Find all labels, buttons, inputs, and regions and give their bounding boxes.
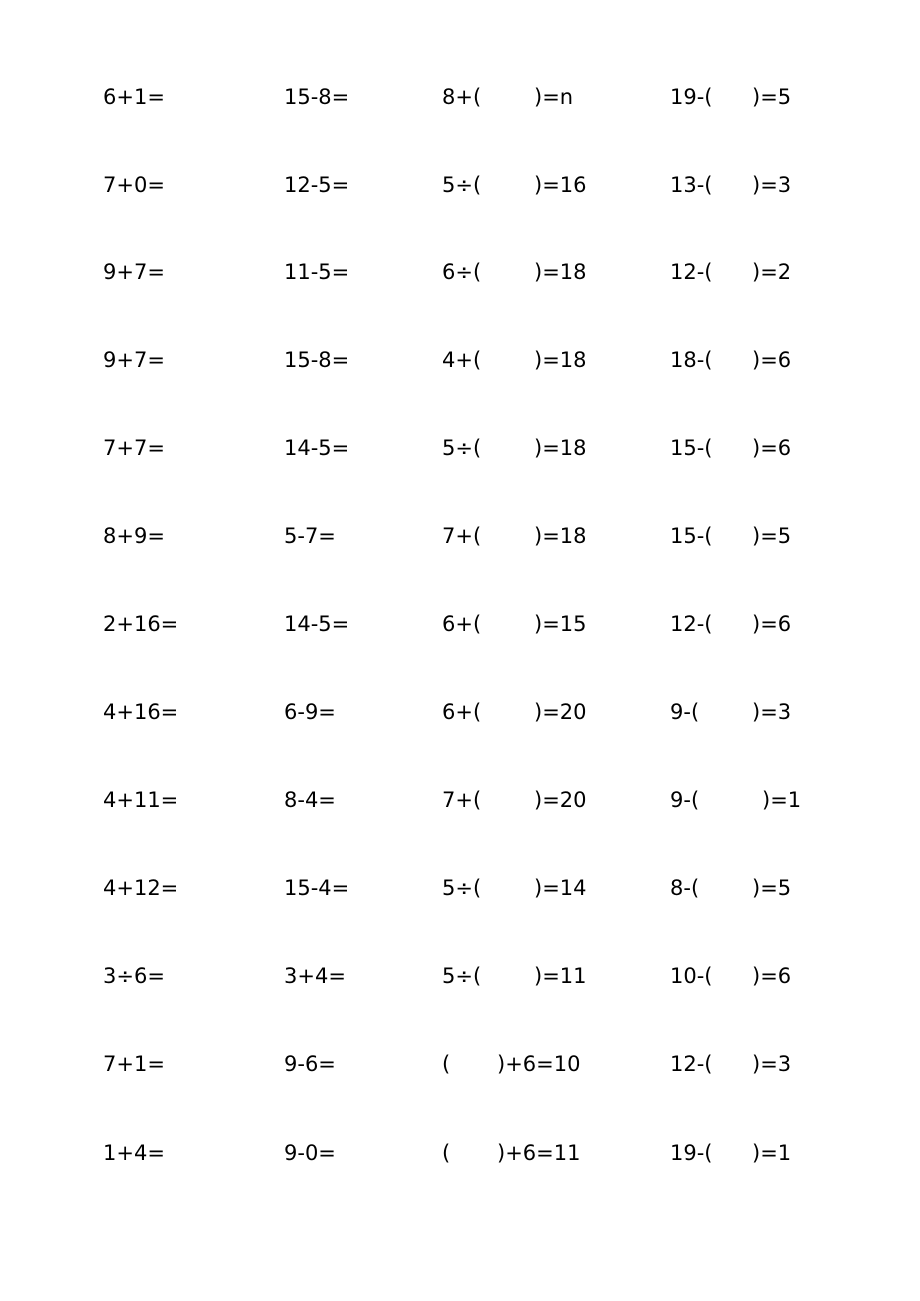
problem-col4-right: )=1	[762, 788, 802, 812]
problem-col4-right: )=5	[752, 876, 792, 900]
problem-col4	[670, 521, 792, 551]
problem-col4-left: 12-(	[670, 260, 713, 284]
problem-row	[0, 345, 920, 375]
problem-col4	[670, 345, 792, 375]
problem-col3-right: )=16	[534, 173, 587, 197]
problem-row	[0, 1138, 920, 1168]
problem-col4-right: )=3	[752, 1052, 792, 1076]
problem-col1: 7+0=	[103, 173, 165, 197]
problem-col2: 9-6=	[284, 1052, 336, 1076]
problem-col4-left: 10-(	[670, 964, 713, 988]
problem-col3-left: (	[442, 1052, 451, 1076]
problem-col3	[442, 521, 587, 551]
problem-col1: 4+12=	[103, 876, 179, 900]
problem-col4-right: )=5	[752, 85, 792, 109]
problem-row	[0, 170, 920, 200]
problem-col3-left: 5÷(	[442, 964, 482, 988]
problem-col4-left: 15-(	[670, 436, 713, 460]
problem-row	[0, 961, 920, 991]
problem-col1: 7+7=	[103, 436, 165, 460]
problem-col4-right: )=3	[752, 700, 792, 724]
problem-col3-right: )=15	[534, 612, 587, 636]
problem-col2: 11-5=	[284, 260, 350, 284]
problem-col1: 9+7=	[103, 348, 165, 372]
problem-col3	[442, 170, 587, 200]
problem-row	[0, 433, 920, 463]
problem-col4-left: 8-(	[670, 876, 700, 900]
problem-col1: 2+16=	[103, 612, 179, 636]
problem-col4-left: 12-(	[670, 1052, 713, 1076]
problem-col3	[442, 1138, 581, 1168]
problem-col3	[442, 345, 587, 375]
problem-col2: 5-7=	[284, 524, 336, 548]
problem-col3-left: 4+(	[442, 348, 482, 372]
problem-col3-right: )+6=10	[497, 1052, 581, 1076]
problem-col3-left: 5÷(	[442, 876, 482, 900]
problem-col4-right: )=5	[752, 524, 792, 548]
problem-col3-right: )=18	[534, 348, 587, 372]
problem-row	[0, 609, 920, 639]
problem-col4	[670, 785, 802, 815]
problem-col4	[670, 433, 792, 463]
problem-col3	[442, 609, 587, 639]
problem-col3-right: )=20	[534, 788, 587, 812]
problem-row	[0, 697, 920, 727]
problem-col2: 8-4=	[284, 788, 336, 812]
problem-col1: 4+11=	[103, 788, 179, 812]
problem-col2: 15-8=	[284, 85, 350, 109]
problem-row	[0, 521, 920, 551]
problem-col3-right: )=18	[534, 524, 587, 548]
problem-col2: 15-8=	[284, 348, 350, 372]
problem-col1: 8+9=	[103, 524, 165, 548]
problem-col2: 9-0=	[284, 1141, 336, 1165]
problem-col4-left: 19-(	[670, 85, 713, 109]
problem-col3-left: 6+(	[442, 700, 482, 724]
problem-col2: 14-5=	[284, 612, 350, 636]
problem-col1: 1+4=	[103, 1141, 165, 1165]
problem-col3-right: )=18	[534, 260, 587, 284]
problem-col4-left: 9-(	[670, 700, 700, 724]
problem-col3-right: )=11	[534, 964, 587, 988]
problem-col4	[670, 1049, 792, 1079]
problem-col4-right: )=1	[752, 1141, 792, 1165]
problem-col3-left: (	[442, 1141, 451, 1165]
problem-col4	[670, 697, 792, 727]
problem-col3	[442, 961, 587, 991]
problem-col2: 14-5=	[284, 436, 350, 460]
problem-col3-right: )=20	[534, 700, 587, 724]
problem-col4	[670, 609, 792, 639]
problem-col3-left: 8+(	[442, 85, 482, 109]
problem-col4-right: )=6	[752, 964, 792, 988]
problem-col3-left: 5÷(	[442, 173, 482, 197]
problem-row	[0, 1049, 920, 1079]
problem-col4-right: )=6	[752, 612, 792, 636]
problem-col4	[670, 1138, 792, 1168]
problem-col3	[442, 257, 587, 287]
problem-col4	[670, 873, 792, 903]
problem-col3-left: 6+(	[442, 612, 482, 636]
problem-col3	[442, 785, 587, 815]
problem-col3-right: )+6=11	[497, 1141, 581, 1165]
problem-col3-right: )=n	[534, 85, 574, 109]
problem-col4-right: )=6	[752, 436, 792, 460]
problem-col2: 15-4=	[284, 876, 350, 900]
problem-col3	[442, 82, 574, 112]
problem-col4-left: 19-(	[670, 1141, 713, 1165]
problem-col1: 3÷6=	[103, 964, 165, 988]
problem-col1: 9+7=	[103, 260, 165, 284]
problem-col4-right: )=2	[752, 260, 792, 284]
problem-col4-left: 12-(	[670, 612, 713, 636]
problem-col1: 7+1=	[103, 1052, 165, 1076]
problem-row	[0, 257, 920, 287]
problem-col2: 12-5=	[284, 173, 350, 197]
problem-col2: 3+4=	[284, 964, 346, 988]
problem-row	[0, 82, 920, 112]
problem-col3-left: 6÷(	[442, 260, 482, 284]
problem-col3	[442, 873, 587, 903]
problem-col3	[442, 697, 587, 727]
problem-col3	[442, 433, 587, 463]
problem-col3	[442, 1049, 581, 1079]
problem-col4-left: 13-(	[670, 173, 713, 197]
problem-col4-right: )=3	[752, 173, 792, 197]
problem-col4-left: 18-(	[670, 348, 713, 372]
problem-col3-right: )=18	[534, 436, 587, 460]
problem-col4	[670, 170, 792, 200]
problem-col4-right: )=6	[752, 348, 792, 372]
problem-col4	[670, 961, 792, 991]
problem-row	[0, 785, 920, 815]
problem-col1: 4+16=	[103, 700, 179, 724]
problem-col4-left: 9-(	[670, 788, 700, 812]
problem-col4	[670, 257, 792, 287]
problem-col4-left: 15-(	[670, 524, 713, 548]
problem-col1: 6+1=	[103, 85, 165, 109]
problem-col3-left: 5÷(	[442, 436, 482, 460]
problem-col3-right: )=14	[534, 876, 587, 900]
problem-col2: 6-9=	[284, 700, 336, 724]
problem-col3-left: 7+(	[442, 524, 482, 548]
problem-row	[0, 873, 920, 903]
problem-col4	[670, 82, 792, 112]
problem-col3-left: 7+(	[442, 788, 482, 812]
